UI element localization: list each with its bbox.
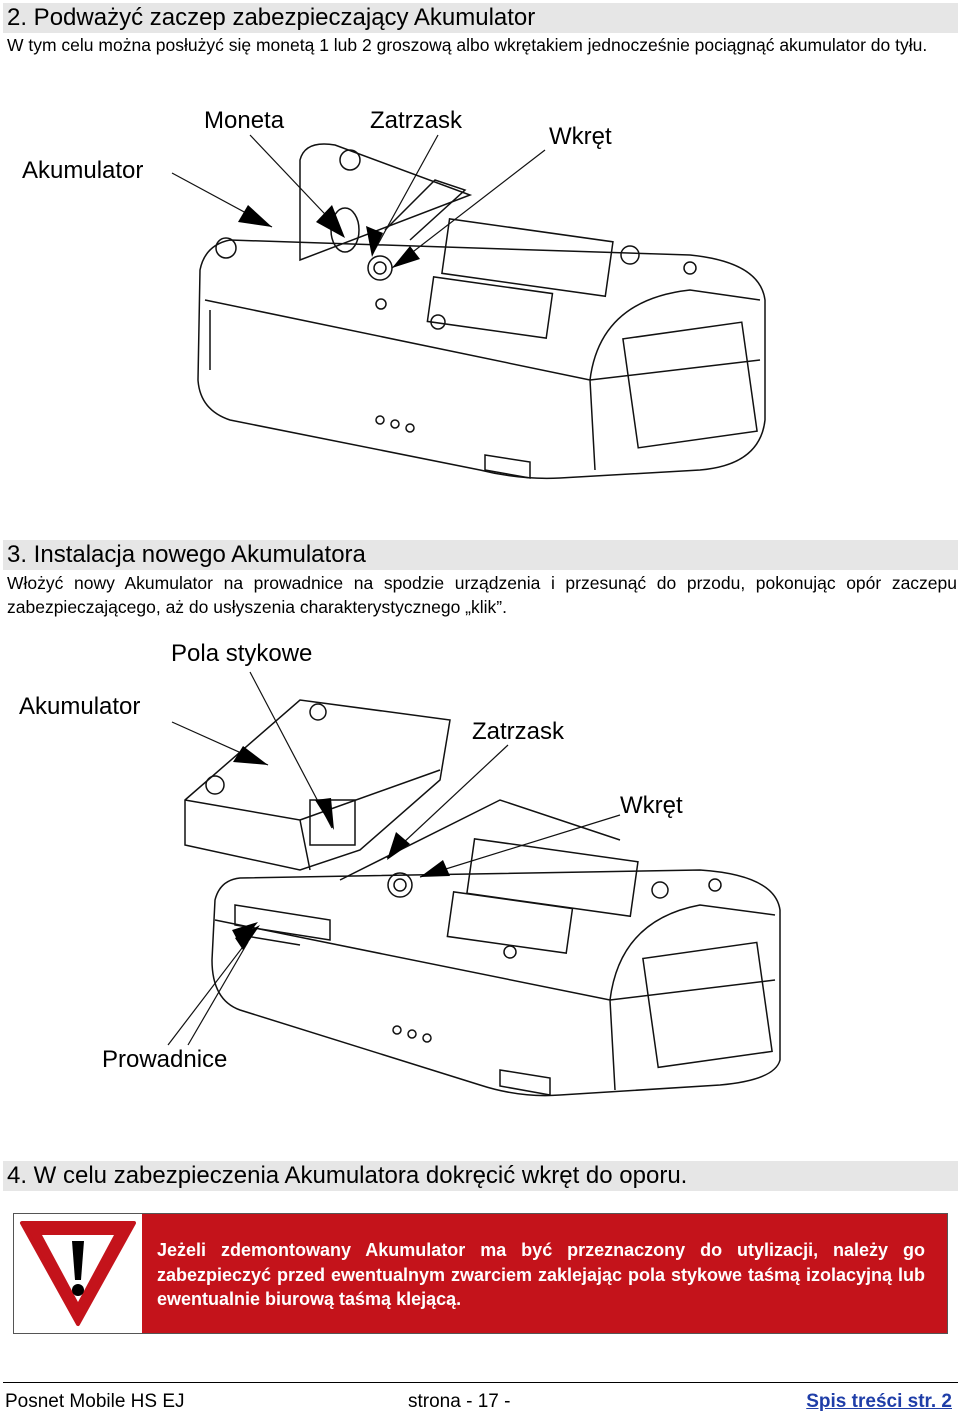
label-battery: Akumulator: [22, 157, 144, 184]
label-guides: Prowadnice: [102, 1046, 228, 1073]
label-screw-2: Wkręt: [620, 792, 683, 819]
label-latch: Zatrzask: [370, 107, 463, 134]
warning-icon-cell: [14, 1214, 143, 1333]
footer-product: Posnet Mobile HS EJ: [5, 1391, 185, 1412]
label-contacts: Pola stykowe: [171, 640, 313, 667]
warning-box: [13, 1213, 948, 1334]
label-coin: Moneta: [204, 107, 285, 134]
footer-page-number: strona - 17 -: [408, 1391, 511, 1412]
label-screw: Wkręt: [549, 123, 612, 150]
label-battery-2: Akumulator: [19, 693, 141, 720]
step-3-heading: 3. Instalacja nowego Akumulatora: [3, 540, 958, 570]
figure-battery-removal: [0, 100, 960, 500]
step-4-heading: 4. W celu zabezpieczenia Akumulatora dokręcić wkręt do oporu.: [3, 1161, 958, 1191]
warning-triangle-icon: [14, 1214, 142, 1333]
label-latch-2: Zatrzask: [472, 718, 565, 745]
step-2-text: W tym celu można posłużyć się monetą 1 lub 2 groszową albo wkrętakiem jednocześnie pociągnąć akumulator do tyłu.: [7, 35, 928, 55]
warning-text: Jeżeli zdemontowany Akumulator ma być przeznaczony do utylizacji, należy go zabezpieczyć przed ewentualnym zwarciem zaklejając pola stykowe taśmą izolacyjną lub ewentualnie biurową taśmą klejącą.: [142, 1214, 947, 1333]
step-3-text: Włożyć nowy Akumulator na prowadnice na spodzie urządzenia i przesunąć do przodu, pokonując opór zaczepu zabezpieczającego, aż do usłyszenia charakterystycznego „klik”.: [7, 573, 957, 617]
toc-link[interactable]: Spis treści str. 2: [806, 1391, 952, 1412]
step-2-heading: 2. Podważyć zaczep zabezpieczający Akumulator: [3, 3, 958, 33]
page-footer: [3, 1382, 958, 1412]
figure-battery-installation: [0, 630, 960, 1100]
